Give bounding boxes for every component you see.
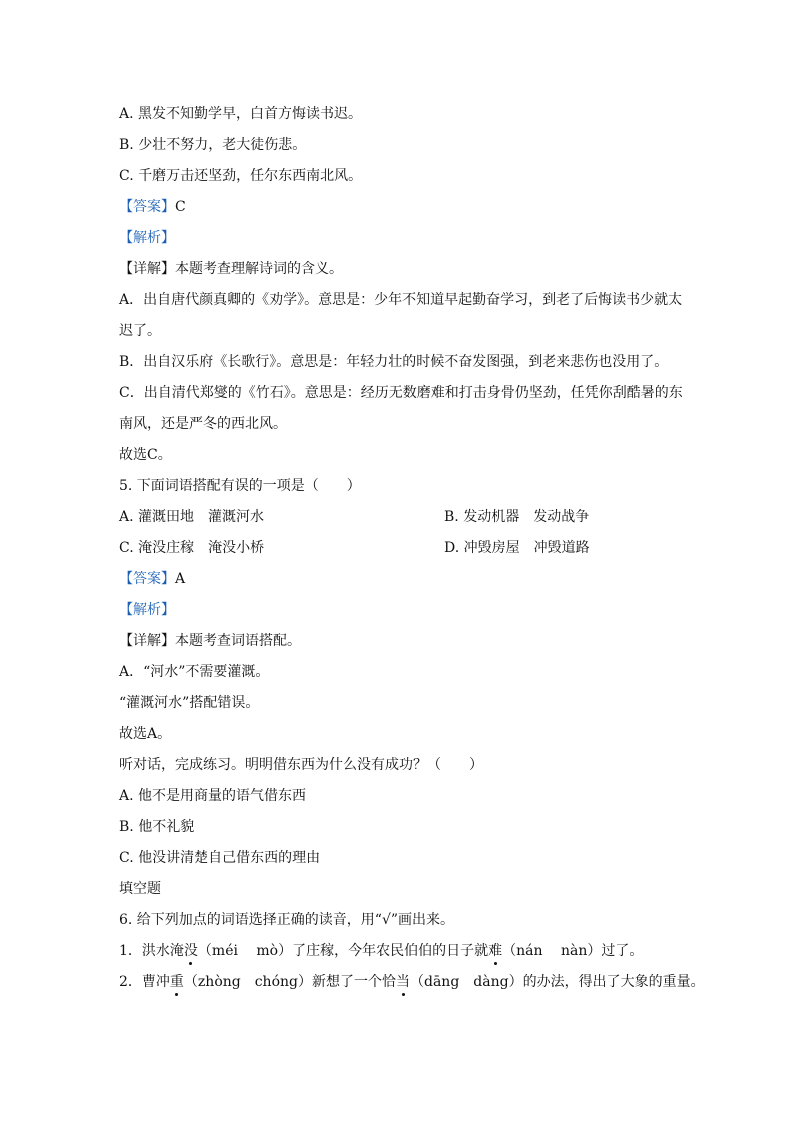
q5-option-d: D. 冲毁房屋 冲毁道路 [444, 540, 590, 556]
q6-item-1 [119, 941, 643, 961]
dotted-character: 当 [396, 974, 410, 990]
q6-text: 2．曹冲 [119, 974, 170, 990]
q5-detail-line: “灌溉河水”搭配错误。 [119, 695, 260, 711]
listening-option-b: B. 他不礼貌 [119, 819, 195, 835]
detail-text: 本题考查词语搭配。 [175, 633, 301, 649]
detail-label: 【详解】 [119, 633, 175, 649]
q5-option-c: C. 淹没庄稼 淹没小桥 [119, 540, 265, 556]
q4-analysis-label: 【解析】 [119, 230, 175, 246]
q5-option-b: B. 发动机器 发动战争 [444, 509, 590, 525]
q5-stem: 5. 下面词语搭配有误的一项是（ ） [119, 478, 361, 494]
detail-label: 【详解】 [119, 261, 175, 277]
answer-label: 【答案】 [119, 571, 175, 587]
q4-option-c: C. 千磨万击还坚劲，任尔东西南北风。 [119, 168, 363, 184]
q4-option-b: B. 少壮不努力，老大徒伤悲。 [119, 137, 307, 153]
q5-analysis-label: 【解析】 [119, 602, 175, 618]
q4-detail-line: C．出自清代郑燮的《竹石》。意思是：经历无数磨难和打击身骨仍坚劲，任凭你刮酷暑的东 [119, 385, 683, 401]
q4-detail-line: A．出自唐代颜真卿的《劝学》。意思是：少年不知道早起勤奋学习，到老了后悔读书少就太 [119, 292, 683, 308]
listening-option-c: C. 他没讲清楚自己借东西的理由 [119, 850, 321, 866]
q5-option-a: A. 灌溉田地 灌溉河水 [119, 509, 265, 525]
answer-label: 【答案】 [119, 199, 175, 215]
q5-conclusion: 故选A。 [119, 726, 172, 742]
q4-detail-line: 迟了。 [119, 323, 161, 339]
listening-stem: 听对话，完成练习。明明借东西为什么没有成功？（ ） [119, 757, 483, 773]
q6-text: （nán nàn）过了。 [502, 943, 644, 959]
q6-text: （méi mò）了庄稼，今年农民伯伯的日子就 [197, 943, 489, 959]
dotted-character: 难 [488, 943, 503, 959]
q4-option-a: A. 黑发不知勤学早，白首方悔读书迟。 [119, 106, 363, 122]
dotted-character: 重 [169, 974, 184, 990]
q4-detail-line: 南风，还是严冬的西北风。 [119, 416, 287, 432]
answer-value: C [175, 199, 186, 215]
answer-value: A [175, 571, 186, 587]
listening-option-a: A. 他不是用商量的语气借东西 [119, 788, 307, 804]
dotted-character: 没 [183, 943, 198, 959]
q5-answer [119, 569, 185, 589]
q6-text: （dāng dàng）的办法，得出了大象的重量。 [410, 974, 705, 990]
q6-stem: 6. 给下列加点的词语选择正确的读音，用“√”画出来。 [119, 912, 455, 928]
q4-conclusion: 故选C。 [119, 447, 172, 463]
q4-detail [119, 259, 343, 279]
q6-text: （zhòng chóng）新想了一个恰 [183, 974, 396, 990]
q6-text: 1．洪水淹 [119, 943, 184, 959]
q5-detail-line: A．“河水”不需要灌溉。 [119, 664, 270, 680]
q4-answer [119, 197, 186, 217]
q4-detail-line: B．出自汉乐府《长歌行》。意思是：年轻力壮的时候不奋发图强，到老来悲伤也没用了。 [119, 354, 669, 370]
q6-item-2 [119, 972, 705, 992]
section-heading-fill-in: 填空题 [119, 881, 161, 897]
detail-text: 本题考查理解诗词的含义。 [175, 261, 343, 277]
q5-detail [119, 631, 301, 651]
